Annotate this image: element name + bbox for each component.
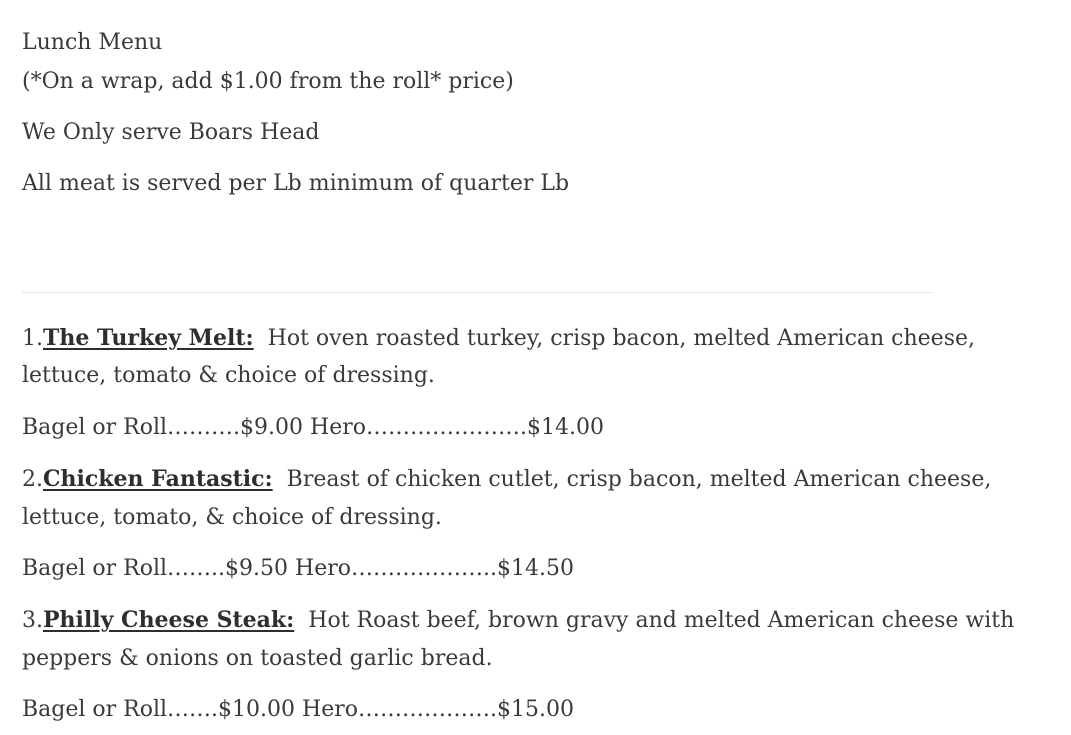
- item-name: Philly Cheese Steak:: [43, 607, 295, 633]
- item-name: The Turkey Melt:: [43, 325, 254, 351]
- menu-item-1-prices: Bagel or Roll……….$9.00 Hero………………….$14.00: [22, 415, 604, 440]
- item-number: 1.: [22, 326, 43, 351]
- menu-item-1-heading: [22, 325, 975, 352]
- item-description: Hot oven roasted turkey, crisp bacon, melted American cheese,: [267, 326, 976, 351]
- menu-item-2-heading: [22, 466, 991, 493]
- item-number: 3.: [22, 608, 43, 633]
- meat-note: All meat is served per Lb minimum of quarter Lb: [22, 171, 570, 196]
- menu-item-3-prices: Bagel or Roll…….$10.00 Hero……………….$15.00: [22, 697, 574, 722]
- menu-item-1-description-cont: lettuce, tomato & choice of dressing.: [22, 363, 435, 388]
- menu-title: Lunch Menu: [22, 30, 163, 55]
- menu-item-2-prices: Bagel or Roll……..$9.50 Hero………………..$14.50: [22, 556, 574, 581]
- item-description: Hot Roast beef, brown gravy and melted American cheese with: [308, 608, 1015, 633]
- menu-item-3-heading: [22, 607, 1014, 634]
- menu-item-2-description-cont: lettuce, tomato, & choice of dressing.: [22, 505, 442, 530]
- item-name: Chicken Fantastic:: [43, 466, 273, 492]
- item-description: Breast of chicken cutlet, crisp bacon, melted American cheese,: [286, 467, 992, 492]
- divider: [22, 292, 932, 293]
- item-number: 2.: [22, 467, 43, 492]
- menu-item-3-description-cont: peppers & onions on toasted garlic bread.: [22, 646, 493, 671]
- wrap-note: (*On a wrap, add $1.00 from the roll* price): [22, 69, 514, 94]
- boars-head-note: We Only serve Boars Head: [22, 120, 320, 145]
